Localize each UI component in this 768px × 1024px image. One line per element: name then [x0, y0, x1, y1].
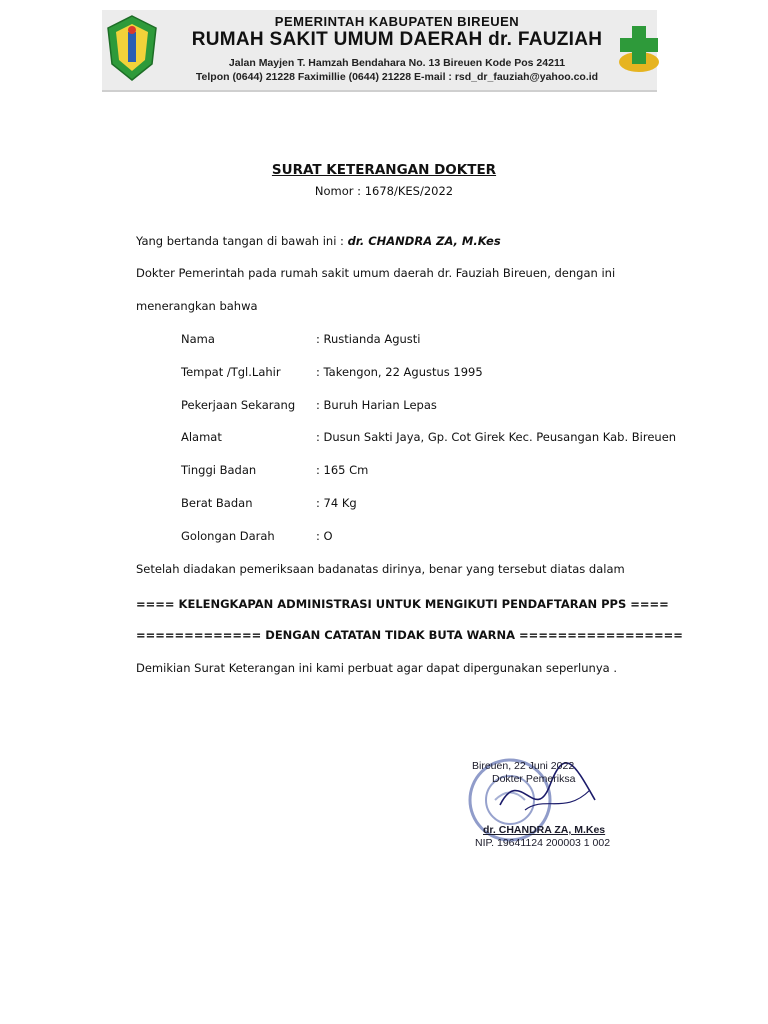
statement-line: Dokter Pemerintah pada rumah sakit umum daerah dr. Fauziah Bireuen, dengan ini	[136, 266, 616, 280]
field-row-berat	[181, 496, 357, 510]
catatan-line: ============= DENGAN CATATAN TIDAK BUTA WARNA =================	[136, 628, 683, 642]
field-label: Tinggi Badan	[181, 463, 257, 477]
signature-role: Dokter Pemeriksa	[492, 773, 576, 785]
document-title: SURAT KETERANGAN DOKTER	[271, 162, 497, 178]
field-value: : 74 Kg	[316, 496, 357, 510]
closing-line: Demikian Surat Keterangan ini kami perbuat agar dapat dipergunakan seperlunya .	[136, 661, 617, 675]
field-row-golongan-darah	[181, 529, 333, 543]
field-label: Alamat	[181, 430, 222, 444]
field-label: Nama	[181, 332, 215, 346]
intro-doctor-name: dr. CHANDRA ZA, M.Kes	[347, 234, 501, 248]
signature-name: dr. CHANDRA ZA, M.Kes	[483, 824, 606, 836]
field-label: Golongan Darah	[181, 529, 275, 543]
field-label: Pekerjaan Sekarang	[181, 398, 296, 412]
field-label: Tempat /Tgl.Lahir	[181, 365, 281, 379]
field-value: : Dusun Sakti̇ Jaya, Gp. Cot Girek Kec. Peusangan Kab. Bireuen	[316, 430, 677, 444]
field-row-pekerjaan	[181, 398, 437, 412]
letterhead-hospital-name: RUMAH SAKIT UMUM DAERAH dr. FAUZIAH	[191, 29, 603, 50]
document-number: Nomor : 1678/KES/2022	[314, 184, 454, 198]
statement-line-2: menerangkan bahwa	[136, 299, 258, 313]
field-label: Berat Badan	[181, 496, 253, 510]
letterhead-contact: Telpon (0644) 21228 Faximillie (0644) 21228 E-mail : rsd_dr_fauziah@yahoo.co.id	[195, 71, 599, 83]
field-value: : O	[316, 529, 333, 543]
kelengkapan-line: ==== KELENGKAPAN ADMINISTRASI UNTUK MENGIKUTI PENDAFTARAN PPS ====	[136, 597, 669, 611]
regency-crest-icon	[104, 14, 160, 82]
signature-block	[455, 735, 655, 855]
field-row-tinggi	[181, 463, 368, 477]
signature-place-date: Bireuen, 22 Juni 2022	[472, 760, 575, 772]
field-value: : Rusti̇anda Agusti̇	[316, 332, 421, 346]
field-row-alamat	[181, 430, 676, 444]
field-value: : Buruh Harian Lepas	[316, 398, 437, 412]
letterhead	[102, 10, 657, 92]
intro-prefix: Yang bertanda tangan di bawah ini :	[136, 234, 348, 248]
field-row-nama	[181, 332, 420, 346]
letterhead-government: PEMERINTAH KABUPATEN BIREUEN	[274, 14, 520, 29]
letterhead-address: Jalan Mayjen T. Hamzah Bendahara No. 13 Bireuen Kode Pos 24211	[228, 57, 566, 69]
field-value: : 165 Cm	[316, 463, 369, 477]
field-value: : Takengon, 22 Agustus 1995	[316, 365, 483, 379]
field-row-tempat-lahir	[181, 365, 483, 379]
intro-line	[136, 234, 501, 248]
examination-line: Setelah diadakan pemeriksaan badanatas dirinya, benar yang tersebut diatas dalam	[136, 562, 625, 576]
medical-cross-icon	[617, 22, 661, 78]
signature-nip: NIP. 19641124 200003 1 002	[475, 837, 611, 849]
